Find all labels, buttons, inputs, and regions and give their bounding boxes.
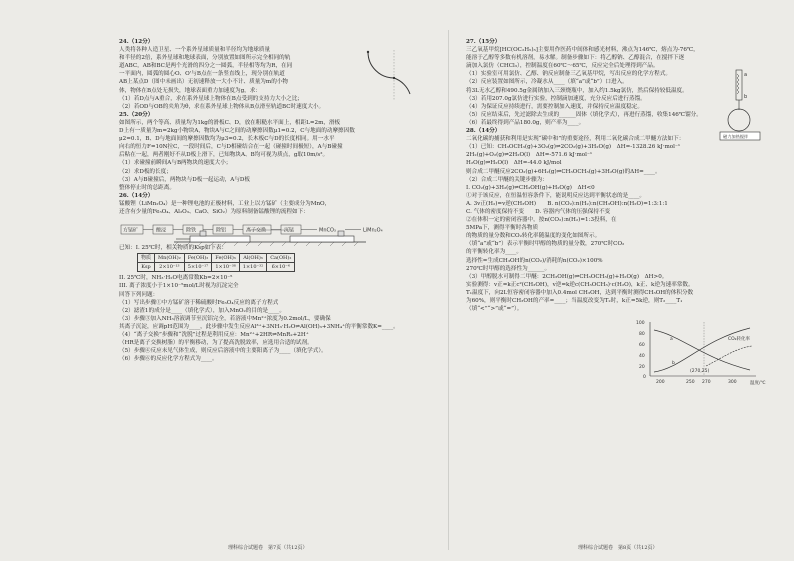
table-cell: 1×10⁻³⁸ [212, 263, 240, 272]
flow-step: LiMn₂O₄ [363, 227, 383, 234]
q28-line: A. 3v正(H₂)=v逆(CH₃OH) B. n(CO₂):n(H₂):n(CH₃OH):n(H₂O)=1:3:1:1 [466, 200, 668, 207]
q27-line: 滴加入氯仿（CHCl₃），控制温度在60℃～65℃，反应完全后处理得到产品。 [466, 63, 659, 70]
q24-head: 24.（12分） [119, 39, 154, 45]
y-tick-label: 80 [639, 332, 645, 337]
x-tick-label: 250 [686, 380, 695, 385]
q28-line: T₁温度下，向2L恒容密闭容器中加入0.4mol CH₃OH，达到平衡时测得CH₃OH的体积分数 [466, 289, 694, 296]
q27-line: （1）实验室可用氯仿、乙醇、钠反应制备三乙氧基甲烷，写出反应的化学方程式。 [466, 71, 671, 78]
q28-line: ①对于该反应，在恒温恒容条件下，能说明反应达到平衡状态的是____。 [466, 192, 646, 199]
q27-head: 27.（15分） [466, 39, 501, 45]
q26-line: （1）写出步骤①中方锰矿溶于稀硫酸时Fe₃O₄反应的离子方程式 [119, 299, 279, 306]
x-axis-label: 温度/℃ [750, 381, 766, 386]
flow-step: 沉锰 [284, 227, 295, 234]
q28-line: （填“<”“>”或“=”）。 [466, 306, 523, 313]
flow-step: 方锰矿 [123, 227, 139, 234]
q26-line: 回答下列问题： [119, 291, 159, 298]
table-header: 物质 [138, 254, 155, 263]
table-row [138, 263, 295, 272]
y-tick-label: 20 [639, 365, 645, 370]
table-cell: 5×10⁻¹⁷ [184, 263, 212, 272]
q26-line: （HR是离子交换树脂）的平衡移动，为了提高洗脱效率，应选用合适的试剂。 [119, 340, 313, 347]
q24-line: （1）若D点与A重合，求在系外星球上物体在B点受到的支持力大小之比； [119, 95, 304, 102]
question-25 [119, 111, 431, 192]
apparatus-label: 磁力加热搅拌 [723, 134, 749, 139]
q27-line: （2）反应装置如图所示，冷凝水从____（填“a”或“b”）口进入。 [466, 79, 628, 86]
q24-line: AB上某点D（图中未画出）无初速释放一大小不计、质量为m的小物 [119, 79, 288, 86]
q26-line: （5）步骤④反应未见气体生成，则反应后溶液中的主要阳离子为____（填化学式）。 [119, 348, 327, 355]
q26-note: 已知：I. 25℃时，相关物质的Ksp如下表： [119, 245, 228, 252]
q28-line: （填“a”或“b”）表示平衡时甲醇的物质的量分数，270℃时CO₂的平衡转化率为____。 [466, 241, 625, 256]
q28-line: 实验测得：v正=k正c²(CH₃OH)，v逆=k逆c(CH₃OCH₃)·c(H₂O)，k正、k逆为速率常数。 [466, 281, 694, 288]
q28-line: 为60%，则平衡时CH₃OH的产率=____；当温度改变为T₂时，k正=5k逆，则T₂____T₁ [466, 298, 683, 304]
q24-line: 道ABC，AB和BC是两个光滑的四分之一圆弧，半径相等均为R，在同 [119, 63, 293, 70]
q25-line: 向右的恒力F=10N拉C，一段时间后，C与D相碰结合在一起（碰撞时间极短），A与B碰撞 [119, 144, 343, 151]
q24-track-figure [358, 46, 422, 104]
q28-line: C. 气体的密度保持不变 D. 容器内气体的压强保持不变 [466, 208, 611, 215]
question-28 [466, 127, 778, 313]
page-gutter [448, 30, 449, 550]
q27-apparatus-figure [712, 66, 768, 150]
table-cell: 6×10⁻⁶ [267, 263, 295, 272]
q26-line: 其离子沉淀，应调pH范围为____，此步骤中发生反应Al³⁺+3NH₃·H₂O⇌Al(OH)₃+3NH₄⁺的平衡常数K=____。 [119, 323, 399, 330]
q27-line: （4）为保证反应持续进行，需要控制加入速度，并保持反应温度稳定。 [466, 103, 643, 110]
q25-line: （1）求碰撞前瞬间A与B两物块的速度大小； [119, 160, 232, 167]
x-tick-label: 300 [728, 380, 737, 385]
left-page [119, 38, 431, 548]
svg-text:b: b [744, 94, 748, 100]
q27-line: （3）若用207.0g氯仿进行实验，控制滴加速度，充分反应后进行蒸馏。 [466, 95, 646, 102]
q28-line: 270℃时甲醇的选择性为______。 [466, 265, 551, 272]
q26-head: 26.（14分） [119, 192, 154, 199]
q25-line: （3）A与B碰撞后，两物块与D板一起运动，A与D板 [119, 176, 251, 183]
table-row [138, 254, 295, 263]
q28-line: （3）甲醇脱水可制得二甲醚：2CH₃OH(g)⇌CH₃OCH₃(g)+H₂O(g) ΔH>0。 [466, 273, 668, 280]
q24-line: 体，物体在B点处无损失，地球表面重力加速度为g，求： [119, 87, 261, 94]
q26-line: （2）滤渣1的成分是____（填化学式），加入MnO₂的目的是____。 [119, 307, 285, 314]
q24-line: 一平面内，圆弧的圆心O、O'与B点在一条竖直线上，现分别在轨道 [119, 71, 285, 78]
q24-line: 和半径的2倍，系外星球和地球表面，分别放置如图所示完全相同的轨 [119, 55, 291, 62]
q25-line: μ2=0.1，B、D与地面间的摩擦因数均为μ3=0.2，长木板C与D的长度相同。用一水平 [119, 136, 335, 143]
point-label: (270,25) [690, 369, 710, 374]
ksp-table [137, 253, 295, 272]
table-header: Mn(OH)₂ [155, 254, 185, 263]
series-label: CO₂转化率 [728, 337, 750, 342]
x-tick-label: 270 [702, 380, 711, 385]
q28-line: 则合成二甲醚反应2CO₂(g)+6H₂(g)⇌CH₃OCH₃(g)+3H₂O(g)的ΔH=____。 [466, 168, 661, 175]
table-cell: Ksp [138, 263, 155, 272]
q25-board-figure [170, 222, 370, 248]
co2-curve [706, 346, 752, 366]
flow-step: 酸浸 [156, 227, 167, 234]
y-tick-label: 0 [643, 375, 646, 380]
q28-line: ②在体积一定的密闭容器中，按n(CO₂):n(H₂)=1:3投料，在5MPa下，测得平衡时各物质 [466, 217, 617, 232]
q24-line: （2）若OD与OB的夹角为θ，求在系外星球上物体从B点滑至轨道BC时速度大小。 [119, 103, 325, 110]
q25-line: （2）求D板的长度； [119, 168, 172, 175]
q27-line: 三乙氧基甲烷[HC(OC₂H₅)₃]主要用作医药中间体和感光材料，沸点为146℃，熔点为-76℃， [466, 47, 699, 54]
q26-line: （4）“离子交换”步骤和“洗脱”过程是利用反应：Mn²⁺+2HR⇌MnR₂+2H⁺ [119, 332, 309, 338]
q28-body [466, 216, 626, 273]
curve-label: b [672, 361, 675, 366]
curve-label: a [670, 337, 673, 342]
question-26 [119, 192, 431, 364]
flow-step: 除铝 [216, 227, 227, 234]
q25-line: 整体停止时的总距离。 [119, 184, 175, 191]
q26-line: （6）步骤⑥的反应化学方程式为____。 [119, 356, 218, 363]
q25-line: 后粘在一起，两者刚好不从D板上滑下，已知物块A、B均可视为质点，g取10m/s²。 [119, 152, 329, 159]
q28-head: 28.（14分） [466, 128, 501, 135]
q25-head: 25.（20分） [119, 111, 154, 118]
table-cell: 1×10⁻³² [239, 263, 266, 272]
q24-line: 人类将各种人造卫星、一个系外星球质量和半径均为地球质量 [119, 47, 271, 54]
left-page-footer: 理科综合试题卷 第7页（共12页） [228, 545, 308, 551]
y-tick-label: 60 [639, 343, 645, 348]
table-header: Fe(OH)₃ [212, 254, 240, 263]
q28-line: 二氧化碳的捕获和利用是实现“碳中和”的重要途径，利用二氧化碳合成二甲醚方法如下： [466, 136, 685, 143]
q27-line: （6）若最终得到产品180.0g，则产率为____。 [466, 119, 585, 126]
q27-line: 将3L无水乙醇和490.5g金属钠加入三颈烧瓶中，加入约1.5kg氯仿，然后保持较低温度。 [466, 87, 688, 94]
q25-line: 如图所示，两个等高、质量均为1kg的滑板C、D，放在粗糙水平面上，相距L=2m，滑板 [119, 119, 341, 126]
flow-step: 离子交换 [246, 227, 267, 234]
table-header: Fe(OH)₂ [184, 254, 212, 263]
q28-line: 2H₂(g)+O₂(g)⇌2H₂O(l) ΔH=-571.6 kJ·mol⁻¹ [466, 152, 593, 159]
q26-line: III. 离子浓度小于1×10⁻⁵mol/L时视为沉淀完全 [119, 283, 239, 290]
q26-line: 还含有少量的Fe₃O₄、Al₂O₃、CaO、SiO₂）为原料制备锰酸锂的流程如下： [119, 208, 309, 215]
q28-line: I. CO₂(g)+3H₂(g)⇌CH₃OH(g)+H₂O(g) ΔH<0 [466, 184, 595, 191]
x-tick-label: 200 [656, 380, 665, 385]
q28-line: 的物质的量分数和CO₂转化率随温度的变化如图所示。 [466, 233, 601, 240]
q28-line: （2）合成二甲醚的关键步骤为： [466, 176, 548, 183]
y-tick-label: 100 [636, 321, 645, 326]
q24-body [119, 46, 351, 95]
q27-line: （5）反应结束后，先过滤除去生成的______固体（填化学式），再进行蒸馏，收集146℃馏分。 [466, 111, 702, 118]
q28-line: （1）已知：CH₃OCH₃(g)+3O₂(g)⇌2CO₂(g)+3H₂O(g) ΔH=-1328.26 kJ·mol⁻¹ [466, 144, 681, 151]
table-header: Ca(OH)₂ [267, 254, 295, 263]
q26-line: II. 25℃时，NH₃·H₂O电离常数Kb=2×10⁻⁵ [119, 275, 233, 282]
table-header: Al(OH)₃ [239, 254, 266, 263]
q28-equilibrium-chart [632, 318, 778, 388]
flow-step: 除铁 [186, 227, 197, 234]
curve-a [654, 330, 750, 370]
right-page-footer: 理科综合试题卷 第8页（共12页） [578, 545, 658, 551]
q25-line: D上有一质量为m=2kg小物块A，物块A与C之间的动摩擦因数μ1=0.2，C与地面的动摩擦因数 [119, 128, 355, 135]
q26-line: 锰酸锂（LiMn₂O₄）是一种锂电池的正极材料，工业上以方锰矿（主要成分为MnO， [119, 200, 331, 207]
q27-body [466, 70, 704, 110]
flow-step: MnCO₃ [319, 227, 336, 234]
q26-line: （3）步骤③加入NH₃溶液调节至沉铝完全，若溶液中Mn²⁺浓度为0.2mol/L，要确保 [119, 315, 331, 322]
q28-line: H₂O(g)⇌H₂O(l) ΔH=-44.0 kJ/mol [466, 160, 562, 167]
q27-line: 能溶于乙醇等多数有机溶剂，易水解。制备步骤如下：将乙醇钠、乙醇混合，在搅拌下逐 [466, 55, 685, 62]
table-cell: 2×10⁻¹³ [155, 263, 185, 272]
y-tick-label: 40 [639, 354, 645, 359]
svg-text:a: a [744, 72, 748, 78]
q28-line: 选择性=生成CH₃OH的n(CO₂)/消耗的n(CO₂)×100% [466, 257, 603, 264]
